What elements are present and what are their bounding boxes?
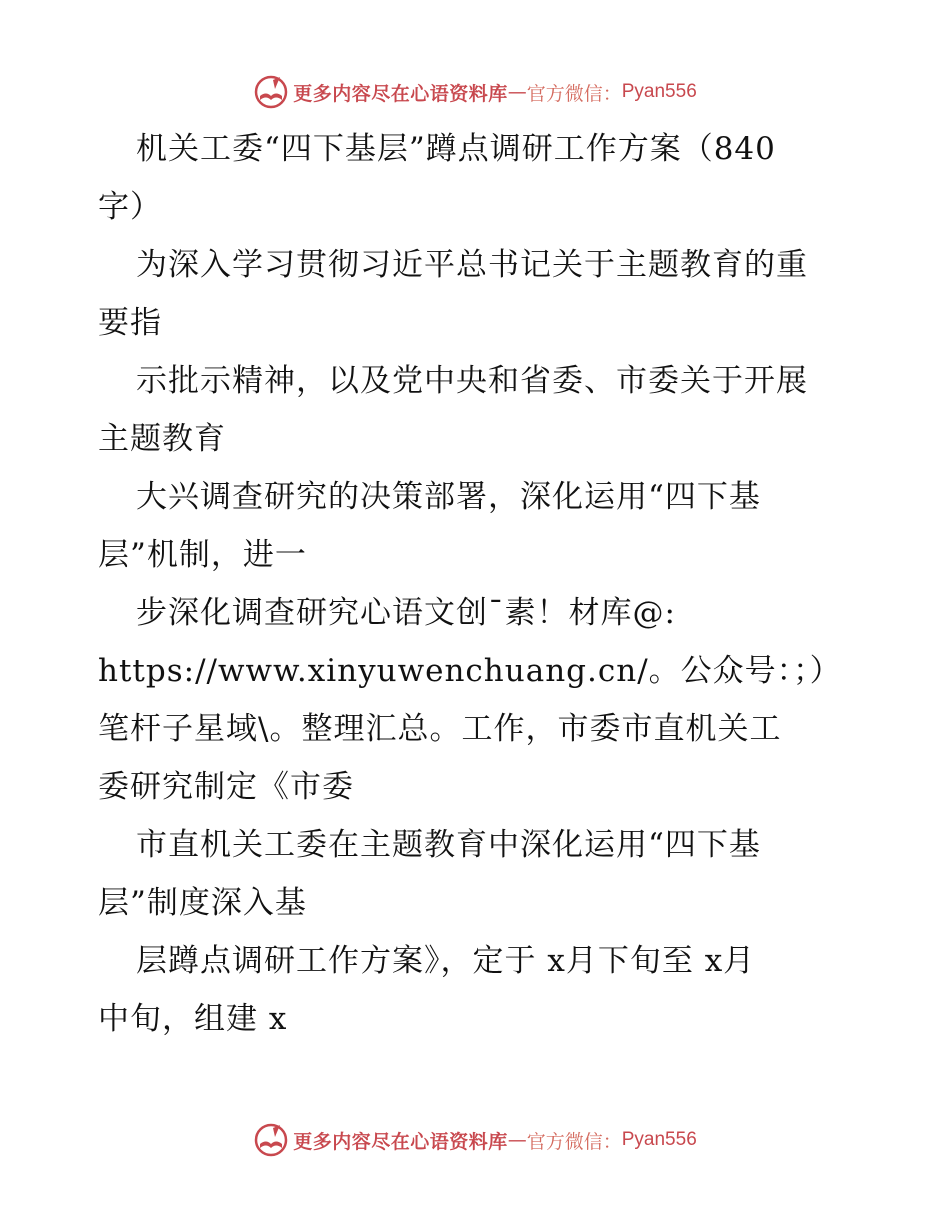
- text-line: 层”机制，进一: [98, 537, 307, 573]
- text-line: 层蹲点调研工作方案》，定于 x月下旬至 x月: [136, 943, 756, 979]
- open-book-quill-icon: [253, 74, 289, 110]
- banner-separator: —: [507, 1129, 527, 1151]
- document-body: [98, 120, 858, 1048]
- banner-wechat-label: 官方微信：: [526, 82, 622, 105]
- banner-wechat-id: Pyan556: [621, 1129, 697, 1150]
- text-line: 步深化调查研究心语文创¯素！材库@:: [136, 595, 676, 631]
- banner-wechat-label: 官方微信：: [526, 1130, 622, 1153]
- text-line: 市直机关工委在主题教育中深化运用“四下基: [136, 827, 761, 863]
- banner-slogan: 更多内容尽在心语资料库: [293, 1130, 508, 1153]
- text-line: 主题教育: [98, 421, 226, 457]
- header-banner: [0, 72, 950, 112]
- text-line: 笔杆子星域\。整理汇总。工作，市委市直机关工: [98, 711, 782, 747]
- footer-banner: [0, 1120, 950, 1160]
- text-line: 委研究制定《市委: [98, 769, 354, 805]
- text-line: 为深入学习贯彻习近平总书记关于主题教育的重: [136, 247, 808, 283]
- text-line: 大兴调查研究的决策部署，深化运用“四下基: [136, 479, 761, 515]
- open-book-quill-icon: [253, 1122, 289, 1158]
- text-line: 字）: [98, 189, 162, 225]
- banner-separator: —: [507, 81, 527, 103]
- text-line: 要指: [98, 305, 162, 341]
- banner-wechat-id: Pyan556: [621, 81, 697, 102]
- text-line: 机关工委“四下基层”蹲点调研工作方案（840: [136, 131, 776, 167]
- text-line: https://www.xinyuwenchuang.cn/。公众号：；）: [98, 653, 842, 689]
- text-line: 中旬，组建 x: [98, 1001, 288, 1037]
- banner-slogan: 更多内容尽在心语资料库: [293, 82, 508, 105]
- text-line: 层”制度深入基: [98, 885, 307, 921]
- text-line: 示批示精神，以及党中央和省委、市委关于开展: [136, 363, 808, 399]
